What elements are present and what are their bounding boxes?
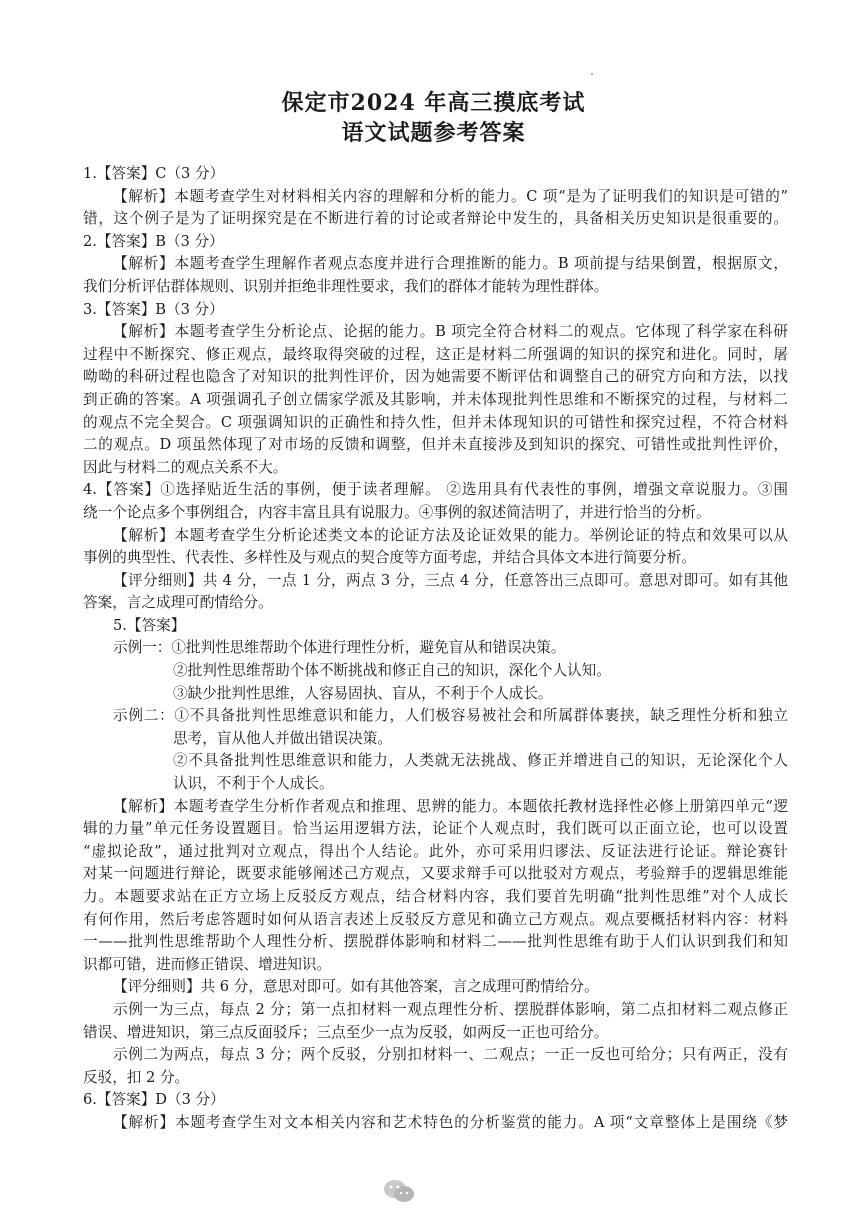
text-line: “虚拟论敌”，通过批判对立观点，得出个人结论。此外，亦可采用归谬法、反证法进行论证。辩论赛针 — [83, 842, 788, 860]
text-line: ②批判性思维帮助个体不断挑战和修正自己的知识，深化个人认知。 — [173, 662, 611, 680]
text-line: 3.【答案】B（3 分） — [83, 300, 224, 318]
text-line: 一——批判性思维帮助个人理性分析、摆脱群体影响和材料二——批判性思维有助于人们认识到我们和知 — [83, 933, 788, 951]
text-line: 【解析】本题考查学生分析论述类文本的论证方法及论证效果的能力。举例论证的特点和效果可以从 — [113, 526, 788, 544]
text-line: 示例二：①不具备批判性思维意识和能力，人们极容易被社会和所属群体裹挟，缺乏理性分析和独立 — [113, 707, 788, 725]
scan-speck — [591, 73, 593, 75]
text-line: 答案，言之成理可酌情给分。 — [83, 594, 273, 612]
text-line: 2.【答案】B（3 分） — [83, 232, 224, 250]
text-line: 5.【答案】 — [113, 616, 186, 634]
text-line: 4.【答案】①选择贴近生活的事例，便于读者理解。 ②选用具有代表性的事例，增强文章说服力。③围 — [83, 481, 788, 499]
text-line: 绕一个论点多个事例组合，内容丰富且具有说服力。④事例的叙述简洁明了，并进行恰当的分析。 — [83, 503, 711, 521]
text-line: 识都可错，进而修正错误、增进知识。 — [83, 955, 332, 973]
text-line: 【解析】本题考查学生对材料相关内容的理解和分析的能力。C 项“是为了证明我们的知识是可错的” — [113, 187, 788, 205]
text-line: 辑的力量”单元任务设置题目。恰当运用逻辑方法，论证个人观点时，我们既可以正面立论，也可以设置 — [83, 820, 788, 838]
text-line: 有何作用，然后考虑答题时如何从语言表述上反驳反方意见和确立己方观点。观点要概括材料内容：材料 — [83, 910, 788, 928]
text-line: 6.【答案】D（3 分） — [83, 1091, 225, 1109]
text-line: ③缺少批判性思维，人容易固执、盲从，不利于个人成长。 — [173, 684, 553, 702]
text-line: ②不具备批判性思维意识和能力，人类就无法挑战、修正并增进自己的知识，无论深化个人 — [173, 752, 788, 770]
text-line: 因此与材料二的观点关系不大。 — [83, 458, 288, 476]
text-line: 认识，不利于个人成长。 — [173, 775, 334, 793]
text-line: 过程中不断探究、修正观点，最终取得突破的过程，这正是材料二所强调的知识的探究和进化。同时，屠 — [83, 345, 788, 363]
text-line: 对某一问题进行辩论，既要求能够阐述己方观点，又要求辩手可以批驳对方观点，考验辩手的逻辑思维能 — [83, 865, 788, 883]
text-line: 【解析】本题考查学生分析论点、论据的能力。B 项完全符合材料二的观点。它体现了科学家在科研 — [113, 323, 788, 341]
document-title: 保定市2024 年高三摸底考试 — [281, 90, 586, 116]
document-subtitle: 语文试题参考答案 — [341, 120, 526, 146]
text-line: 力。本题要求站在正方立场上反驳反方观点，结合材料内容，我们要首先明确“批判性思维”对个人成长 — [83, 888, 788, 905]
text-line: 示例一为三点，每点 2 分；第一点扣材料一观点理性分析、摆脱群体影响，第二点扣材料二观点修正 — [113, 1000, 788, 1018]
text-line: 我们分析评估群体规则、识别并拒绝非理性要求，我们的群体才能转为理性群体。 — [83, 277, 609, 295]
text-line: 思考，盲从他人并做出错误决策。 — [173, 729, 392, 747]
text-line: 1.【答案】C（3 分） — [83, 165, 225, 182]
text-line: 【评分细则】共 6 分，意思对即可。如有其他答案，言之成理可酌情给分。 — [113, 978, 599, 996]
text-line: 事例的典型性、代表性、多样性及与观点的契合度等方面考虑，并结合具体文本进行简要分析。 — [83, 549, 696, 567]
text-line: 【评分细则】共 4 分，一点 1 分，两点 3 分，三点 4 分，任意答出三点即可。意思对即可。如有其他 — [113, 571, 788, 589]
text-line: 错，这个例子是为了证明探究是在不断进行着的讨论或者辩论中发生的，具备相关历史知识是很重要的。 — [83, 210, 788, 228]
text-line: 示例一：①批判性思维帮助个体进行理性分析，避免盲从和错误决策。 — [113, 639, 566, 657]
answer-body — [83, 163, 788, 1135]
text-line: 呦呦的科研过程也隐含了对知识的批判性评价，因为她需要不断评估和调整自己的研究方向和方法，以找 — [83, 368, 788, 386]
wechat-bubble-icon — [382, 1178, 416, 1204]
text-line: 的观点不完全契合。C 项强调知识的正确性和持久性，但并未体现知识的可错性和探究过程，不符合材料 — [83, 413, 788, 431]
text-line: 示例二为两点，每点 3 分；两个反驳，分别扣材料一、二观点；一正一反也可给分；只有两正，没有 — [113, 1046, 788, 1064]
text-line: 【解析】本题考查学生理解作者观点态度并进行合理推断的能力。B 项前提与结果倒置，根据原文， — [113, 255, 788, 273]
text-line: 二的观点。D 项虽然体现了对市场的反馈和调整，但并未直接涉及到知识的探究、可错性或批判性评价， — [83, 436, 788, 454]
text-line: 错误、增进知识，第三点反面驳斥；三点至少一点为反驳，如两反一正也可给分。 — [83, 1023, 609, 1041]
text-line: 【解析】本题考查学生对文本相关内容和艺术特色的分析鉴赏的能力。A 项“文章整体上是围绕《梦 — [113, 1113, 788, 1131]
text-line: 反驳，扣 2 分。 — [83, 1068, 190, 1086]
text-line: 到正确的答案。A 项强调孔子创立儒家学派及其影响，并未体现批判性思维和不断探究的过程，与材料二 — [83, 390, 788, 408]
text-line: 【解析】本题考查学生分析作者观点和推理、思辨的能力。本题依托教材选择性必修上册第四单元“逻 — [113, 797, 788, 815]
